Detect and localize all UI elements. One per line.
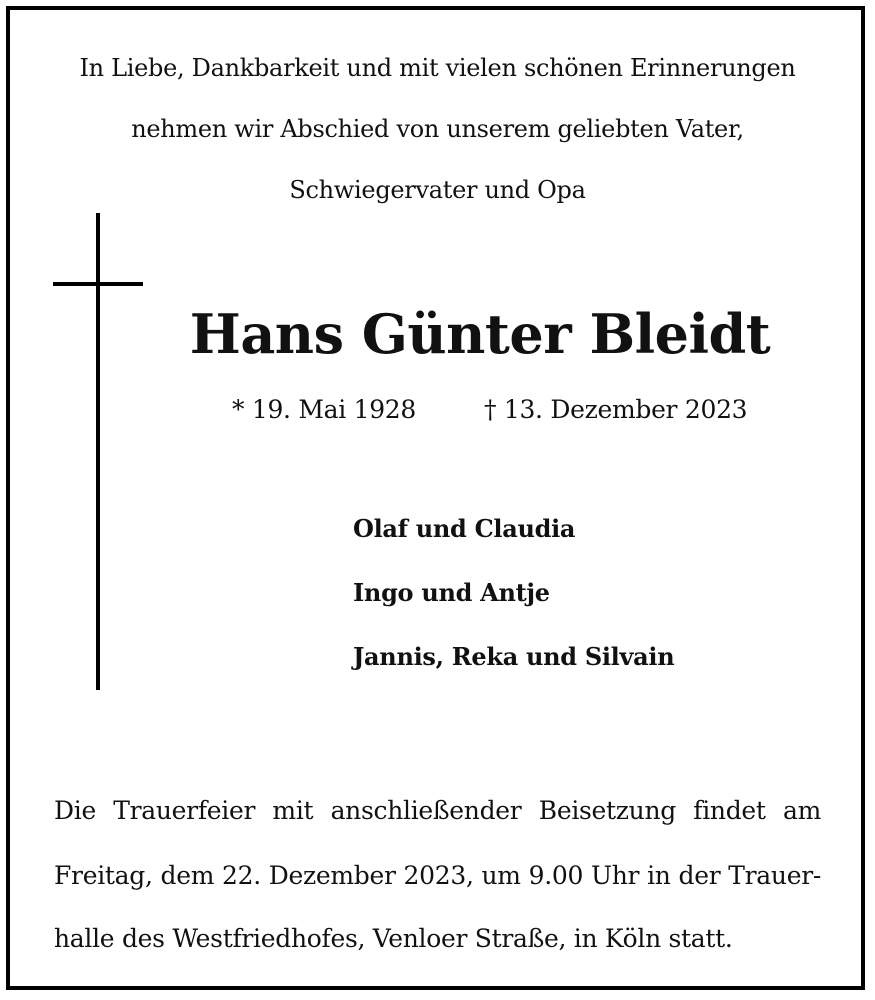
birth-date: * 19. Mai 1928 [232,395,417,424]
cross-horizontal-bar [53,282,143,286]
intro-line-1: In Liebe, Dankbarkeit und mit vielen schönen Erinnerungen [79,54,796,82]
intro-line-2: nehmen wir Abschied von unserem geliebten Vater, [131,115,744,143]
deceased-name: Hans Günter Bleidt [189,302,771,366]
intro-line-3: Schwiegervater und Opa [289,176,586,204]
mourner-1: Olaf und Claudia [353,514,576,543]
mourner-2: Ingo und Antje [353,578,550,607]
ceremony-line-3: halle des Westfriedhofes, Venloer Straße, in Köln statt. [54,924,733,953]
obituary-frame [6,6,865,990]
ceremony-line-1: Die Trauerfeier mit anschließender Beisetzung findet am [54,796,821,825]
mourner-3: Jannis, Reka und Silvain [353,642,675,671]
ceremony-line-2: Freitag, dem 22. Dezember 2023, um 9.00 Uhr in der Trauer- [54,861,821,890]
death-date: † 13. Dezember 2023 [484,395,748,424]
